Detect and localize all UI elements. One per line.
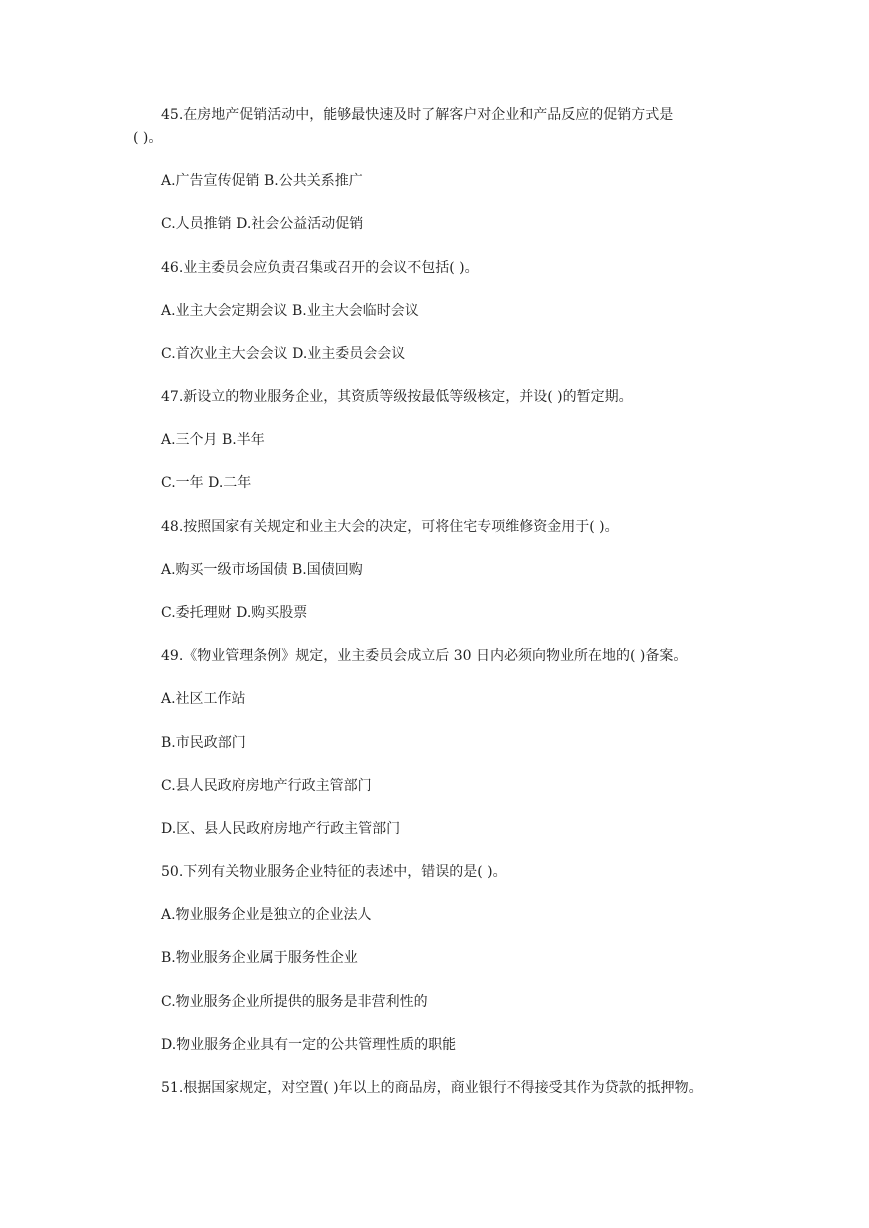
question-50-option-b: B.物业服务企业属于服务性企业: [161, 950, 358, 966]
question-49-option-a: A.社区工作站: [161, 691, 246, 707]
question-49-option-b: B.市民政部门: [161, 735, 246, 751]
question-48-stem: 48.按照国家有关规定和业主大会的决定，可将住宅专项维修资金用于( )。: [161, 519, 619, 535]
question-45-stem: 45.在房地产促销活动中，能够最快速及时了解客户对企业和产品反应的促销方式是: [161, 107, 674, 123]
question-47-options-ab: A.三个月 B.半年: [161, 432, 265, 448]
question-49-stem: 49.《物业管理条例》规定，业主委员会成立后 30 日内必须向物业所在地的( )备案。: [161, 648, 688, 664]
question-50-option-c: C.物业服务企业所提供的服务是非营利性的: [161, 994, 428, 1010]
question-45-options-cd: C.人员推销 D.社会公益活动促销: [161, 216, 364, 232]
question-50-option-a: A.物业服务企业是独立的企业法人: [161, 907, 372, 923]
question-46-stem: 46.业主委员会应负责召集或召开的会议不包括( )。: [161, 260, 479, 276]
question-45-stem-continued: ( )。: [133, 130, 163, 146]
question-47-options-cd: C.一年 D.二年: [161, 475, 252, 491]
question-48-options-ab: A.购买一级市场国债 B.国债回购: [161, 562, 363, 578]
question-45-options-ab: A.广告宣传促销 B.公共关系推广: [161, 173, 363, 189]
question-48-options-cd: C.委托理财 D.购买股票: [161, 605, 308, 621]
question-50-stem: 50.下列有关物业服务企业特征的表述中，错误的是( )。: [161, 864, 507, 880]
question-51-stem: 51.根据国家规定，对空置( )年以上的商品房，商业银行不得接受其作为贷款的抵押物。: [161, 1080, 703, 1096]
question-47-stem: 47.新设立的物业服务企业，其资质等级按最低等级核定，并设( )的暂定期。: [161, 389, 633, 405]
question-46-options-cd: C.首次业主大会会议 D.业主委员会会议: [161, 346, 406, 362]
question-46-options-ab: A.业主大会定期会议 B.业主大会临时会议: [161, 303, 419, 319]
question-49-option-c: C.县人民政府房地产行政主管部门: [161, 778, 372, 794]
question-50-option-d: D.物业服务企业具有一定的公共管理性质的职能: [161, 1037, 457, 1053]
question-49-option-d: D.区、县人民政府房地产行政主管部门: [161, 821, 401, 837]
